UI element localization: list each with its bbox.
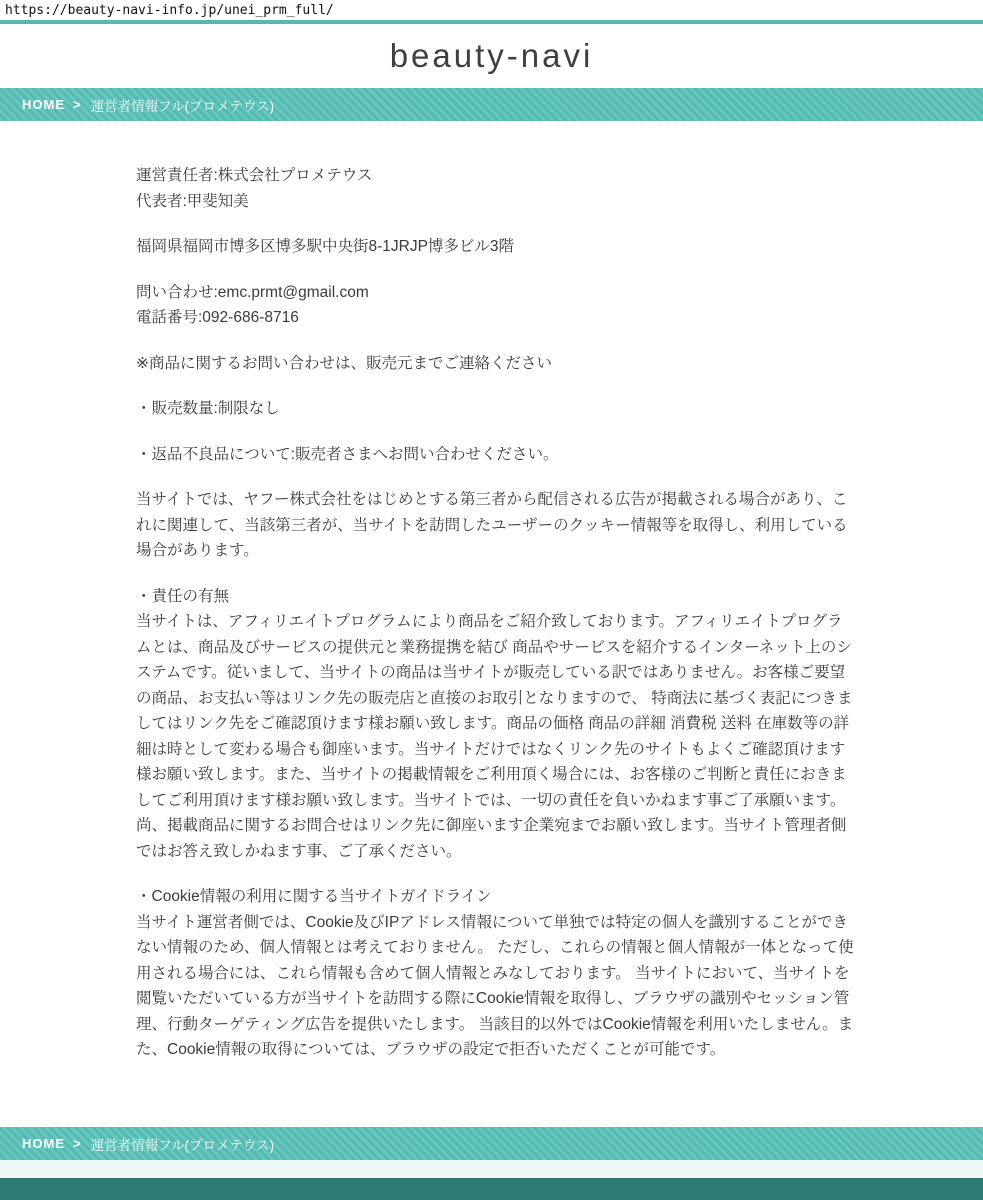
- url-text: https://beauty-navi-info.jp/unei_prm_full/: [0, 0, 983, 20]
- footer-dark-band: [0, 1178, 983, 1200]
- sales-quantity-line: ・販売数量:制限なし: [136, 400, 280, 417]
- site-header: [0, 24, 983, 88]
- footer-breadcrumb-current-page: 運営者情報フル(プロメテウス): [90, 1137, 275, 1153]
- liability-heading: ・責任の有無: [136, 587, 230, 605]
- address-line: 福岡県福岡市博多区博多駅中央街8-1JRJP博多ビル3階: [136, 238, 515, 255]
- note-line: ※商品に関するお問い合わせは、販売元までご連絡ください: [136, 354, 552, 372]
- footer-breadcrumb-home-link[interactable]: HOME: [22, 1136, 65, 1151]
- main-content: [136, 121, 856, 1127]
- cookie-policy-heading: ・Cookie情報の利用に関する当サイトガイドライン: [136, 888, 492, 905]
- representative-line: 代表者:甲斐知美: [136, 192, 249, 210]
- operator-info: [136, 163, 856, 214]
- liability-section: [136, 584, 856, 865]
- header-breadcrumb: [0, 88, 983, 121]
- contact-info: [136, 280, 856, 331]
- third-party-ads-text: 当サイトでは、ヤフー株式会社をはじめとする第三者から配信される広告が掲載される場合があり、これに関連して、当該第三者が、当サイトを訪問したユーザーのクッキー情報等を取得し、利用している場合があります。: [136, 491, 848, 559]
- product-inquiry-note: [136, 351, 856, 377]
- email-line: 問い合わせ:emc.prmt@gmail.com: [136, 283, 369, 301]
- breadcrumb-separator: >: [73, 97, 81, 112]
- breadcrumb-current-page: 運営者情報フル(プロメテウス): [90, 98, 275, 114]
- address: [136, 234, 856, 260]
- footer-breadcrumb: [0, 1127, 983, 1160]
- cookie-policy-text: 当サイト運営者側では、Cookie及びIPアドレス情報について単独では特定の個人を識別することができない情報のため、個人情報とは考えておりません。 ただし、これらの情報と個人情報が一体となって使用される場合には、これら情報も含めて個人情報とみなしております。 当サイトにおいて、当サイトを閲覧いただいている方が当サイトを訪問する際にCookie情報を取得し、ブラウザの識別やセッション管理、行動ターゲティング広告を提供いたします。 当該目的以外ではCookie情報を利用いたしません。また、Cookie情報の取得については、ブラウザの設定で拒否いただくことが可能です。: [136, 913, 854, 1058]
- cookie-policy-section: [136, 884, 856, 1063]
- returns-policy-line: ・返品不良品について:販売者さまへお問い合わせください。: [136, 445, 559, 463]
- sales-quantity: [136, 396, 856, 422]
- liability-text: 当サイトは、アフィリエイトプログラムにより商品をご紹介致しております。アフィリエイトプログラムとは、商品及びサービスの提供元と業務提携を結び 商品やサービスを紹介するインターネット上のシステムです。従いまして、当サイトの商品は当サイトが販売している訳ではありません。お客様ご要望の商品、お支払い等はリンク先の販売店と直接のお取引となりますので、 特商法に基づく表記につきましてはリンク先をご確認頂けます様お願い致します。商品の価格 商品の詳細 消費税 送料 在庫数等の詳細は時として変わる場合も御座います。当サイトだけではなくリンク先のサイトもよくご確認頂けます様お願い致します。また、当サイトの掲載情報をご利用頂く場合には、お客様のご判断と責任におきましてご利用頂けます様お願い致します。当サイトでは、一切の責任を負いかねます事ご了承願います。尚、掲載商品に関するお問合せはリンク先に御座います企業宛までお願い致します。当サイト管理者側ではお答え致しかねます事、ご了承ください。: [136, 613, 853, 860]
- phone-line: 電話番号:092-686-8716: [136, 309, 299, 326]
- returns-policy: [136, 442, 856, 468]
- footer-mint-band: [0, 1160, 983, 1178]
- third-party-ads: [136, 487, 856, 564]
- footer-breadcrumb-separator: >: [73, 1136, 81, 1151]
- operator-line: 運営責任者:株式会社プロメテウス: [136, 167, 373, 184]
- breadcrumb-home-link[interactable]: HOME: [22, 97, 65, 112]
- page-title: beauty-navi: [389, 37, 594, 74]
